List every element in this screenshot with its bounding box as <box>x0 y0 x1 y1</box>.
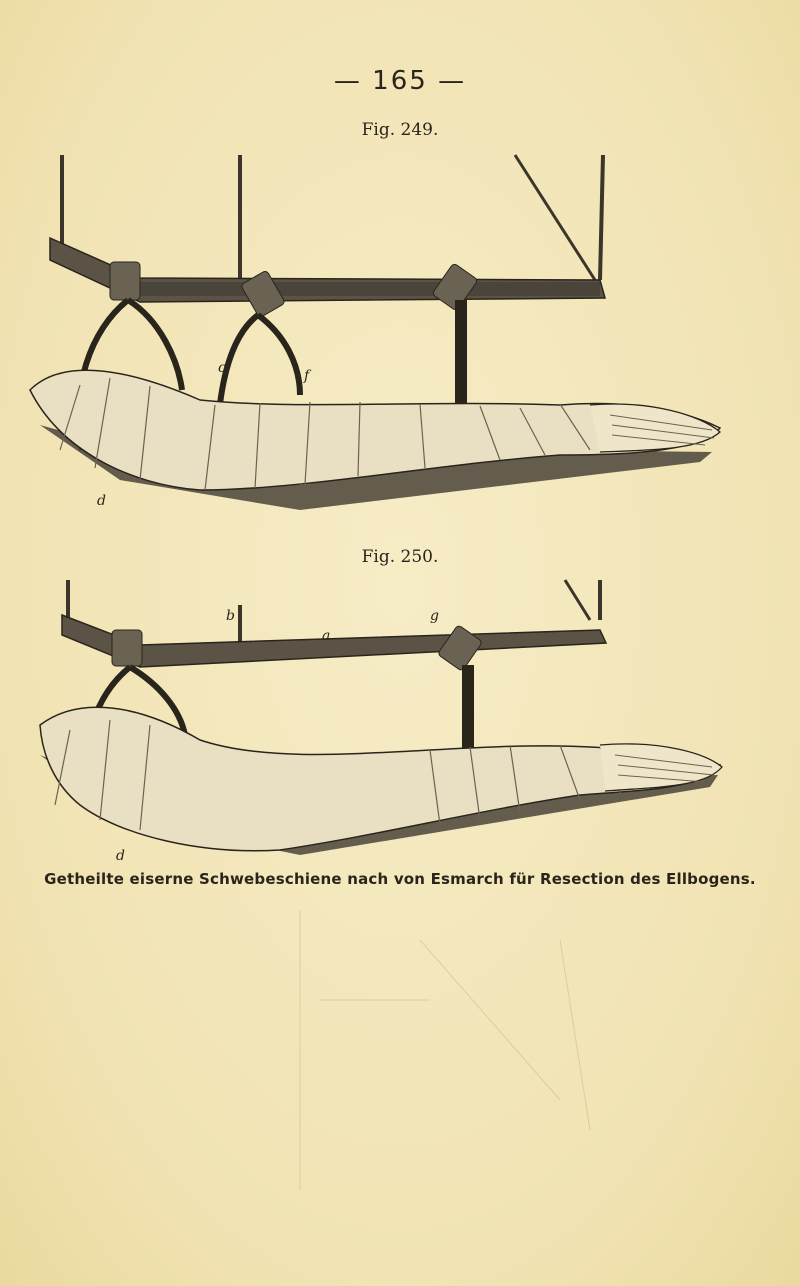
bleed-through-shadow <box>0 900 800 1200</box>
figure-249-letter-f: f <box>304 368 310 384</box>
figure-249-label: Fig. 249. <box>361 120 439 140</box>
figure-250-letter-b: b <box>226 608 235 624</box>
figure-caption: Getheilte eiserne Schwebeschiene nach von Esmarch für Resection des Ellbogens. <box>44 870 756 888</box>
figure-250-letter-d: d <box>116 848 125 864</box>
figure-249-illustration <box>0 150 800 530</box>
figure-249-letter-c: c <box>218 360 226 376</box>
figure-249-letter-d: d <box>97 493 106 509</box>
figure-250-label: Fig. 250. <box>361 547 439 567</box>
figure-250-letter-g: g <box>430 608 439 624</box>
page-number: — 165 — <box>333 66 467 96</box>
figure-250-letter-a: a <box>322 628 331 644</box>
figure-250-illustration <box>0 575 800 865</box>
